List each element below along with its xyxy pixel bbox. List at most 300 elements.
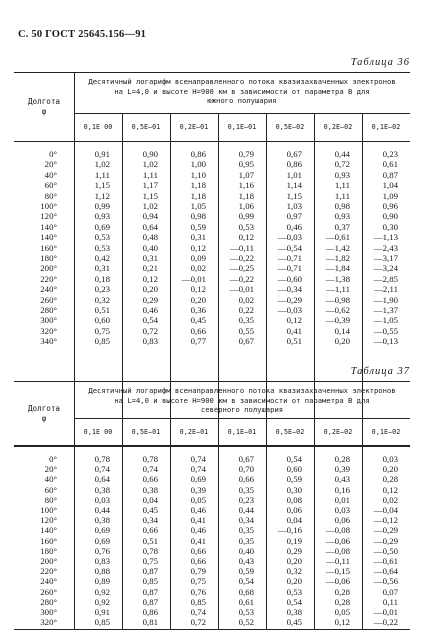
cell-value: —1,11 — [326, 284, 350, 295]
column-header: 0,5E—02 — [275, 123, 305, 131]
cell-value: 0,86 — [286, 159, 302, 170]
table-lead-label — [14, 97, 74, 117]
cell-value: 1,03 — [286, 201, 302, 211]
cell-value: 0,46 — [286, 221, 302, 232]
row-angle: 320° — [40, 325, 57, 336]
table-row — [14, 556, 410, 566]
cell-value: 0,64 — [142, 221, 158, 232]
description-line: южного полушария — [207, 96, 277, 105]
cell-value: 0,21 — [142, 263, 158, 274]
cell-value: —0,22 — [373, 617, 398, 628]
cell-value: 0,03 — [334, 505, 350, 515]
column-header: 0,2E—02 — [323, 123, 353, 131]
cell-value: 0,87 — [142, 586, 158, 597]
cell-value: —0,11 — [230, 242, 254, 253]
cell-value: 0,53 — [94, 232, 110, 243]
table-row — [14, 284, 410, 294]
cell-value: 0,85 — [190, 596, 206, 607]
cell-value: 1,12 — [94, 190, 110, 201]
cell-value: —1,82 — [325, 253, 350, 263]
cell-value: —0,34 — [277, 284, 302, 295]
table-36-caption: Таблица 36 — [350, 57, 410, 68]
cell-value: 0,29 — [142, 294, 158, 305]
cell-value: 0,30 — [382, 221, 398, 232]
cell-value: 0,04 — [286, 515, 302, 526]
cell-value: 0,51 — [142, 535, 158, 546]
table-row — [14, 587, 410, 597]
cell-value: 0,53 — [94, 242, 110, 253]
cell-value: 0,02 — [190, 263, 206, 274]
cell-value: 1,02 — [142, 159, 158, 170]
cell-value: 1,02 — [142, 201, 158, 211]
cell-value: 0,76 — [94, 545, 110, 556]
cell-value: —0,54 — [277, 242, 302, 253]
cell-value: 0,44 — [94, 505, 110, 515]
cell-value: 0,99 — [238, 211, 254, 222]
table-row — [14, 617, 410, 627]
cell-value: 0,86 — [142, 607, 158, 617]
table-row — [14, 474, 410, 484]
cell-value: 1,16 — [238, 180, 254, 191]
cell-value: 0,40 — [238, 545, 254, 556]
row-angle: 0° — [49, 149, 57, 159]
row-angle: 240° — [40, 576, 57, 587]
column-header: 0,5E—01 — [131, 428, 161, 436]
cell-value: 0,38 — [142, 484, 158, 495]
column-header: 0,2E—02 — [323, 428, 353, 436]
cell-value: 0,83 — [142, 336, 158, 347]
cell-value: 0,98 — [190, 211, 206, 222]
cell-value: —0,08 — [325, 545, 350, 556]
cell-value: 0,06 — [334, 515, 350, 526]
cell-value: —0,12 — [373, 515, 398, 526]
cell-value: 0,74 — [190, 464, 206, 475]
row-angle: 300° — [40, 315, 57, 326]
cell-value: 0,59 — [238, 566, 254, 577]
lead-symbol-text: φ — [41, 414, 47, 423]
table-row — [14, 546, 410, 556]
cell-value: 0,38 — [94, 484, 110, 495]
page-header: С. 50 ГОСТ 25645.156—91 — [18, 29, 147, 40]
cell-value: 0,66 — [190, 545, 206, 556]
cell-value: 0,72 — [334, 159, 350, 170]
cell-value: 0,74 — [142, 464, 158, 475]
cell-value: 0,77 — [190, 336, 206, 347]
row-angle: 20° — [44, 464, 57, 475]
description-line: Десятичный логарифм всенаправленного потока квазизахваченных электронов — [88, 386, 396, 395]
column-header: 0,5E—01 — [131, 123, 161, 131]
table-row — [14, 222, 410, 232]
table-row — [14, 243, 410, 253]
row-angle: 220° — [40, 273, 57, 284]
cell-value: 0,46 — [190, 525, 206, 536]
cell-value: 0,54 — [286, 454, 302, 464]
cell-value: —0,29 — [277, 294, 302, 305]
cell-value: 0,68 — [238, 586, 254, 597]
column-header: 0,1E—02 — [371, 123, 401, 131]
cell-value: —0,62 — [325, 305, 350, 315]
row-angle: 340° — [40, 336, 57, 347]
row-angle: 40° — [44, 169, 57, 180]
cell-value: 0,93 — [94, 211, 110, 222]
cell-value: 0,79 — [238, 149, 254, 159]
row-angle: 160° — [40, 242, 57, 253]
row-angle: 120° — [40, 211, 57, 222]
cell-value: 0,01 — [334, 494, 350, 505]
cell-value: 0,69 — [94, 525, 110, 536]
cell-value: 0,03 — [382, 454, 398, 464]
cell-value: 0,12 — [334, 617, 350, 628]
cell-value: 0,69 — [94, 221, 110, 232]
cell-value: 0,75 — [142, 556, 158, 566]
row-angle: 20° — [44, 159, 57, 170]
table-row — [14, 159, 410, 169]
cell-value: 0,11 — [382, 596, 398, 607]
cell-value: 0,40 — [142, 242, 158, 253]
cell-value: 0,45 — [142, 505, 158, 515]
cell-value: 0,20 — [286, 556, 302, 566]
table-row — [14, 211, 410, 221]
table-row — [14, 232, 410, 242]
cell-value: 0,02 — [238, 294, 254, 305]
cell-value: 1,06 — [238, 201, 254, 211]
row-angle: 80° — [44, 190, 57, 201]
cell-value: 0,30 — [286, 484, 302, 495]
cell-value: —1,13 — [373, 232, 398, 243]
cell-value: 0,20 — [142, 284, 158, 295]
cell-value: —0,03 — [277, 232, 302, 243]
cell-value: 0,36 — [190, 305, 206, 315]
cell-value: 0,43 — [238, 556, 254, 566]
cell-value: 0,66 — [190, 556, 206, 566]
cell-value: —0,11 — [326, 556, 350, 566]
cell-value: 1,18 — [190, 180, 206, 191]
cell-value: 0,87 — [142, 596, 158, 607]
cell-value: 0,74 — [190, 454, 206, 464]
cell-value: —0,06 — [325, 576, 350, 587]
cell-value: 0,61 — [382, 159, 398, 170]
table-row — [14, 515, 410, 525]
cell-value: 0,66 — [142, 525, 158, 536]
cell-value: 0,51 — [94, 305, 110, 315]
description-line: Десятичный логарифм всенаправленного потока квазизахваченных электронов — [88, 77, 396, 86]
cell-value: 0,35 — [238, 535, 254, 546]
cell-value: —0,03 — [277, 305, 302, 315]
cell-value: —0,29 — [373, 535, 398, 546]
row-angle: 0° — [49, 454, 57, 464]
cell-value: 0,74 — [94, 464, 110, 475]
cell-value: —1,84 — [325, 263, 350, 274]
column-header: 0,1E 00 — [83, 428, 113, 436]
cell-value: 0,94 — [142, 211, 158, 222]
cell-value: 0,07 — [382, 586, 398, 597]
cell-value: 0,67 — [286, 149, 302, 159]
cell-value: 0,55 — [238, 325, 254, 336]
cell-value: 0,41 — [190, 515, 206, 526]
cell-value: 0,39 — [334, 464, 350, 475]
cell-value: 0,90 — [142, 149, 158, 159]
table-row — [14, 326, 410, 336]
cell-value: 0,04 — [142, 494, 158, 505]
cell-value: —0,39 — [325, 315, 350, 326]
table-row — [14, 201, 410, 211]
cell-value: 1,09 — [382, 190, 398, 201]
cell-value: 0,76 — [190, 586, 206, 597]
table-row — [14, 495, 410, 505]
cell-value: —0,22 — [229, 253, 254, 263]
cell-value: 1,15 — [286, 190, 302, 201]
cell-value: 0,79 — [190, 566, 206, 577]
cell-value: 0,20 — [286, 576, 302, 587]
table-row — [14, 505, 410, 515]
column-header: 0,1E—01 — [227, 428, 257, 436]
column-header: 0,1E—01 — [227, 123, 257, 131]
cell-value: 0,12 — [286, 315, 302, 326]
cell-value: —2,43 — [373, 242, 398, 253]
cell-value: 0,05 — [334, 607, 350, 617]
cell-value: 0,23 — [382, 149, 398, 159]
row-angle: 220° — [40, 566, 57, 577]
cell-value: —2,85 — [373, 273, 398, 284]
cell-value: 0,23 — [238, 494, 254, 505]
cell-value: 0,83 — [94, 556, 110, 566]
cell-value: 0,08 — [286, 494, 302, 505]
row-angle: 240° — [40, 284, 57, 295]
row-angle: 40° — [44, 474, 57, 485]
cell-value: 0,22 — [238, 305, 254, 315]
cell-value: 0,98 — [334, 201, 350, 211]
cell-value: 0,59 — [190, 221, 206, 232]
table-row — [14, 525, 410, 535]
column-header: 0,1E 00 — [83, 123, 113, 131]
cell-value: 0,66 — [190, 325, 206, 336]
cell-value: 1,18 — [238, 190, 254, 201]
cell-value: 1,11 — [334, 190, 350, 201]
cell-value: 0,72 — [142, 325, 158, 336]
cell-value: 0,03 — [94, 494, 110, 505]
cell-value: 1,01 — [286, 169, 302, 180]
cell-value: 0,51 — [286, 336, 302, 347]
cell-value: 0,31 — [94, 263, 110, 274]
cell-value: 0,20 — [382, 464, 398, 475]
cell-value: 0,54 — [142, 315, 158, 326]
table-row — [14, 170, 410, 180]
cell-value: 0,31 — [142, 253, 158, 263]
column-header: 0,5E—02 — [275, 428, 305, 436]
cell-value: 1,18 — [190, 190, 206, 201]
cell-value: 0,29 — [286, 545, 302, 556]
cell-value: 1,05 — [190, 201, 206, 211]
row-angle: 120° — [40, 515, 57, 526]
cell-value: 1,11 — [334, 180, 350, 191]
cell-value: 0,78 — [142, 545, 158, 556]
cell-value: 0,53 — [286, 586, 302, 597]
cell-value: 0,59 — [286, 474, 302, 485]
cell-value: —0,25 — [229, 263, 254, 274]
cell-value: 0,60 — [286, 464, 302, 475]
table-row — [14, 485, 410, 495]
cell-value: 0,31 — [190, 232, 206, 243]
cell-value: 0,54 — [238, 576, 254, 587]
cell-value: —0,60 — [277, 273, 302, 284]
cell-value: —0,55 — [373, 325, 398, 336]
row-angle: 200° — [40, 263, 57, 274]
cell-value: —0,06 — [325, 535, 350, 546]
cell-value: 0,28 — [382, 474, 398, 485]
cell-value: 0,85 — [94, 617, 110, 628]
cell-value: —1,42 — [325, 242, 350, 253]
cell-value: —0,13 — [373, 336, 398, 347]
table-row — [14, 454, 410, 464]
cell-value: —1,90 — [373, 294, 398, 305]
cell-value: 0,14 — [334, 325, 350, 336]
cell-value: 0,90 — [382, 211, 398, 222]
cell-value: 0,97 — [286, 211, 302, 222]
cell-value: 0,09 — [190, 253, 206, 263]
row-angle: 140° — [40, 221, 57, 232]
cell-value: —1,05 — [373, 315, 398, 326]
cell-value: —0,01 — [373, 607, 398, 617]
cell-value: —0,01 — [181, 273, 206, 284]
row-angle: 180° — [40, 545, 57, 556]
cell-value: 1,11 — [142, 169, 158, 180]
row-angle: 160° — [40, 535, 57, 546]
cell-value: 0,93 — [334, 169, 350, 180]
table-row — [14, 274, 410, 284]
column-header: 0,2E—01 — [179, 123, 209, 131]
cell-value: 0,64 — [94, 474, 110, 485]
table-row — [14, 536, 410, 546]
cell-value: 0,35 — [238, 525, 254, 536]
cell-value: 0,69 — [94, 535, 110, 546]
row-angle: 200° — [40, 556, 57, 566]
cell-value: 0,41 — [190, 535, 206, 546]
header-divider — [74, 113, 410, 114]
cell-value: —0,01 — [229, 284, 254, 295]
cell-value: 0,45 — [286, 617, 302, 628]
table-row — [14, 336, 410, 346]
cell-value: —2,11 — [374, 284, 398, 295]
cell-value: 1,15 — [142, 190, 158, 201]
cell-value: 0,20 — [334, 336, 350, 347]
cell-value: 0,32 — [94, 294, 110, 305]
cell-value: —0,08 — [325, 525, 350, 536]
row-angle: 320° — [40, 617, 57, 628]
cell-value: 0,78 — [94, 454, 110, 464]
cell-value: 0,44 — [238, 505, 254, 515]
row-angle: 100° — [40, 505, 57, 515]
table-row — [14, 149, 410, 159]
cell-value: 0,87 — [142, 566, 158, 577]
row-angle: 260° — [40, 294, 57, 305]
cell-value: 0,20 — [190, 294, 206, 305]
table-row — [14, 180, 410, 190]
description-line: на L=4,0 и высоте H=900 км в зависимости от параметра B для — [114, 86, 370, 96]
cell-value: 0,61 — [238, 596, 254, 607]
cell-value: 0,16 — [334, 484, 350, 495]
cell-value: 0,02 — [382, 494, 398, 505]
cell-value: 0,78 — [142, 454, 158, 464]
lead-label-text: Долгота — [27, 97, 60, 106]
table-37-caption: Таблица 37 — [350, 366, 410, 377]
cell-value: —0,71 — [277, 253, 302, 263]
cell-value: 0,39 — [190, 484, 206, 495]
cell-value: 0,86 — [190, 149, 206, 159]
cell-value: —0,50 — [373, 545, 398, 556]
cell-value: —1,38 — [325, 273, 350, 284]
cell-value: 1,15 — [94, 180, 110, 191]
cell-value: 0,28 — [334, 454, 350, 464]
table-description — [74, 77, 410, 106]
row-angle: 60° — [44, 484, 57, 495]
cell-value: 0,35 — [238, 315, 254, 326]
row-angle: 140° — [40, 232, 57, 243]
cell-value: 0,52 — [238, 617, 254, 628]
cell-value: —0,61 — [373, 556, 398, 566]
table-row — [14, 597, 410, 607]
row-angle: 180° — [40, 253, 57, 263]
description-line: на L=4,0 и высоте H=900 км в зависимости от параметра B для — [114, 395, 370, 405]
cell-value: 0,89 — [94, 576, 110, 587]
cell-value: 0,91 — [94, 607, 110, 617]
cell-value: 1,07 — [238, 169, 254, 180]
cell-value: 0,53 — [238, 221, 254, 232]
cell-value: 0,85 — [94, 336, 110, 347]
cell-value: 0,92 — [94, 596, 110, 607]
cell-value: 0,44 — [334, 149, 350, 159]
cell-value: —0,15 — [325, 566, 350, 577]
table-row — [14, 566, 410, 576]
cell-value: —0,56 — [373, 576, 398, 587]
cell-value: 0,41 — [286, 325, 302, 336]
table-row — [14, 191, 410, 201]
cell-value: 0,34 — [238, 515, 254, 526]
cell-value: 0,75 — [190, 576, 206, 587]
cell-value: —0,29 — [373, 525, 398, 536]
cell-value: 0,19 — [286, 535, 302, 546]
cell-value: 0,92 — [94, 586, 110, 597]
cell-value: 0,72 — [190, 617, 206, 628]
cell-value: 0,12 — [142, 273, 158, 284]
cell-value: 1,14 — [286, 180, 302, 191]
description-line: северного полушария — [200, 405, 284, 414]
cell-value: 0,87 — [382, 169, 398, 180]
cell-value: 0,35 — [238, 484, 254, 495]
table-row — [14, 315, 410, 325]
column-header: 0,2E—01 — [179, 428, 209, 436]
cell-value: 0,34 — [142, 515, 158, 526]
cell-value: 0,66 — [238, 474, 254, 485]
cell-value: 1,11 — [94, 169, 110, 180]
row-angle: 100° — [40, 201, 57, 211]
row-angle: 280° — [40, 305, 57, 315]
cell-value: 0,69 — [190, 474, 206, 485]
cell-value: 0,75 — [94, 325, 110, 336]
cell-value: 0,42 — [94, 253, 110, 263]
row-angle: 300° — [40, 607, 57, 617]
cell-value: 0,28 — [334, 586, 350, 597]
cell-value: —0,16 — [277, 525, 302, 536]
cell-value: 0,12 — [382, 484, 398, 495]
table-row — [14, 263, 410, 273]
row-angle: 80° — [44, 494, 57, 505]
cell-value: 1,02 — [94, 159, 110, 170]
cell-value: 0,38 — [286, 607, 302, 617]
cell-value: —0,22 — [229, 273, 254, 284]
cell-value: 0,12 — [238, 232, 254, 243]
cell-value: 0,12 — [190, 284, 206, 295]
cell-value: 0,96 — [382, 201, 398, 211]
